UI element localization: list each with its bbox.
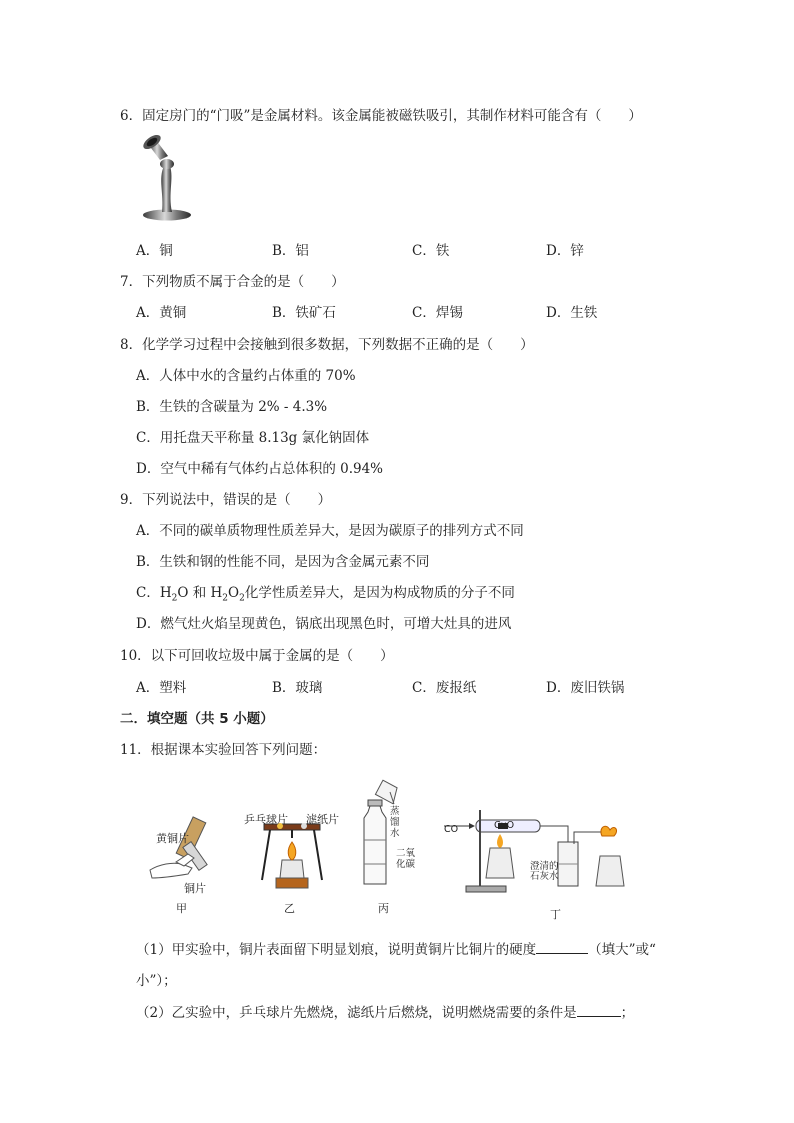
- q8-option-a: A．人体中水的含量约占体重的 70%: [136, 368, 356, 384]
- answer-blank-2[interactable]: [577, 1004, 621, 1017]
- label-copper: 铜片: [184, 882, 206, 895]
- label-filter: 滤纸片: [306, 813, 339, 826]
- q7-option-d: D．生铁: [546, 305, 598, 321]
- q9-option-a: A．不同的碳单质物理性质差异大，是因为碳原子的排列方式不同: [136, 523, 524, 539]
- label-brass: 黄铜片: [156, 832, 189, 845]
- label-cuo: CuO: [494, 820, 515, 831]
- q8-option-b: B．生铁的含碳量为 2% - 4.3%: [136, 399, 328, 415]
- q11-sub2: （2）乙实验中，乒乓球片先燃烧，滤纸片后燃烧，说明燃烧需要的条件是 ；: [136, 1005, 635, 1021]
- q11-sub1-cont: 小”）；: [136, 973, 177, 989]
- label-yi: 乙: [284, 902, 295, 915]
- question-10: 10．以下可回收垃圾中属于金属的是（ ）: [120, 648, 394, 664]
- q6-option-b: B．铝: [272, 243, 309, 259]
- label-bing: 丙: [378, 902, 389, 915]
- question-7: 7．下列物质不属于合金的是（ ）: [120, 274, 345, 290]
- q10-option-b: B．玻璃: [272, 680, 323, 696]
- q7-option-a: A．黄铜: [136, 305, 187, 321]
- q6-option-c: C．铁: [412, 243, 450, 259]
- label-water: 蒸 馏 水: [390, 806, 400, 839]
- q7-option-c: C．焊锡: [412, 305, 463, 321]
- label-limewater: 澄清的 石灰水: [530, 861, 559, 882]
- label-jia: 甲: [176, 902, 187, 915]
- answer-blank-1[interactable]: [536, 941, 588, 954]
- q10-option-d: D．废旧铁锅: [546, 680, 625, 696]
- q6-option-d: D．锌: [546, 243, 584, 259]
- question-6: 6．固定房门的“门吸”是金属材料。该金属能被磁铁吸引，其制作材料可能含有（ ）: [120, 108, 642, 124]
- q8-option-d: D．空气中稀有气体约占总体积的 0.94%: [136, 461, 384, 477]
- q6-option-a: A．铜: [136, 243, 173, 259]
- q9-option-d: D．燃气灶火焰呈现黄色，锅底出现黑色时，可增大灶具的进风: [136, 616, 512, 632]
- figure-yi-burning-test: [258, 818, 326, 890]
- section-2-title: 二．填空题（共 5 小题）: [120, 711, 274, 727]
- question-9: 9．下列说法中，错误的是（ ）: [120, 492, 332, 508]
- q9-option-b: B．生铁和钢的性能不同，是因为含金属元素不同: [136, 554, 430, 570]
- figure-ding-co-reduction: [444, 808, 628, 896]
- q8-option-c: C．用托盘天平称量 8.13g 氯化钠固体: [136, 430, 370, 446]
- q10-option-c: C．废报纸: [412, 680, 477, 696]
- q7-option-b: B．铁矿石: [272, 305, 336, 321]
- label-co: CO: [444, 824, 459, 835]
- label-ding: 丁: [550, 908, 561, 921]
- label-pingpong: 乒乓球片: [244, 813, 288, 826]
- door-stopper-image: [136, 134, 196, 222]
- q11-sub1: （1）甲实验中，铜片表面留下明显划痕，说明黄铜片比铜片的硬度 （填大”或“: [136, 942, 656, 958]
- q9-option-c: C．$H_2O$ 和 $H_2O_2$化学性质差异大，是因为构成物质的分子不同: [136, 585, 515, 604]
- question-11: 11．根据课本实验回答下列问题：: [120, 742, 327, 758]
- question-8: 8．化学学习过程中会接触到很多数据，下列数据不正确的是（ ）: [120, 337, 534, 353]
- q10-option-a: A．塑料: [136, 680, 187, 696]
- label-co2: 二氧 化碳: [396, 848, 416, 870]
